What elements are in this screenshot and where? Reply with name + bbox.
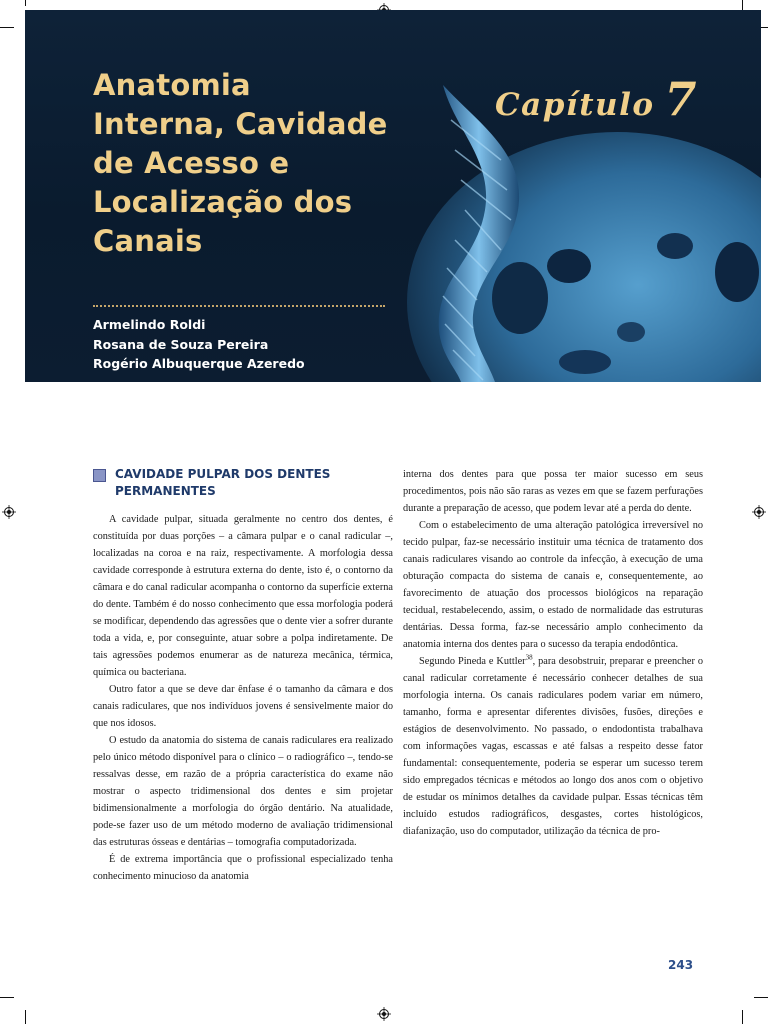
bone-pore-shape <box>492 262 548 334</box>
body-paragraph <box>403 653 703 840</box>
body-paragraph: Outro fator a que se deve dar ênfase é o tamanho da câmara e dos canais radiculares, que nos indivíduos jovens é sensivelmente maior do que nos idosos. <box>93 684 393 729</box>
bone-pore-shape <box>547 249 591 283</box>
crop-mark-bottom-right-h <box>754 997 768 998</box>
registration-mark-icon <box>2 505 16 519</box>
right-text-column <box>403 466 703 840</box>
crop-mark-bottom-right-v <box>742 1010 743 1024</box>
chapter-word: Capítulo <box>495 87 655 123</box>
bone-pore-shape <box>617 322 645 342</box>
left-text-column <box>93 466 393 885</box>
section-heading <box>93 466 393 500</box>
author-list <box>93 315 305 374</box>
crop-mark-bottom-left-h <box>0 997 14 998</box>
chapter-header-banner <box>25 10 761 382</box>
body-paragraph: A cavidade pulpar, situada geralmente no centro dos dentes, é constituída por duas porções – a câmara pulpar e o canal radicular –, localizadas na coroa e na raiz, respectivamente. A morfologia dessa cavidade corresponde à estrutura externa do dente, isto é, o contorno da câmara e do canal radicular acompanha o contorno da superfície externa do dente. Também é do nosso conhecimento que essa morfologia poderá se modificar, dependendo das agressões que o dente vier a sofrer durante toda a vida, e, por conseguinte, atuar sobre a polpa indiretamente. De tais agressões podemos enumerar as de natureza mecânica, térmica, química ou bacteriana. <box>93 514 393 678</box>
author-name: Rosana de Souza Pereira <box>93 336 269 352</box>
section-heading-text: CAVIDADE PULPAR DOS DENTES PERMANENTES <box>115 467 331 498</box>
chapter-title-line: Anatomia <box>93 68 251 102</box>
citation-reference[interactable]: 38 <box>525 653 533 662</box>
body-paragraph: interna dos dentes para que possa ter maior sucesso em seus procedimentos, pois não são raras as vezes em que se fazem perfurações durante a preparação de acesso, que podem levar até a perda do dente. <box>403 469 703 514</box>
paragraph-text: , para desobstruir, preparar e preencher o canal radicular corretamente é necessário conhecer detalhes de sua morfologia interna. Os canais radiculares podem variar em número, tamanho, forma e apresentar diferentes divisões, fusões, direções e estágios de desenvolvimento. No passado, o endodontista trabalhava com informações vagas, escassas e até falsas a respeito desse fator fundamental: consequentemente, poderia se esperar um sucesso terem sido empregados técnicas e métodos ao longo dos anos com o objetivo de estudar os mínimos detalhes da cavidade pulpar. Essas técnicas têm incluído estudos radiográficos, desgastes, cortes histológicos, diafanização, uso do computador, utilização da técnica de pro- <box>403 656 703 837</box>
title-divider <box>93 305 385 307</box>
paragraph-text: Segundo Pineda e Kuttler <box>419 656 526 667</box>
body-paragraph: É de extrema importância que o profissional especializado tenha conhecimento minucioso da anatomia <box>93 854 393 882</box>
chapter-title-line: Localização dos <box>93 185 353 219</box>
chapter-label <box>495 72 697 126</box>
crop-mark-top-left-h <box>0 27 14 28</box>
chapter-title-line: Canais <box>93 224 203 258</box>
bone-pore-shape <box>559 350 611 374</box>
body-paragraph: Com o estabelecimento de uma alteração patológica irreversível no tecido pulpar, faz-se necessário instituir uma técnica de tratamento dos canais radiculares visando ao controle da infecção, à execução de uma obturação compacta do sistema de canais e, consequentemente, ao favorecimento de atuação dos processos biológicos na reparação tecidual, restabelecendo, assim, o estado de normalidade das estruturas dentárias. Dessa forma, faz-se necessário amplo conhecimento da anatomia interna dos dentes para o sucesso da terapia endodôntica. <box>403 520 703 650</box>
author-name: Rogério Albuquerque Azeredo <box>93 356 305 371</box>
chapter-number: 7 <box>664 72 697 126</box>
body-paragraph: O estudo da anatomia do sistema de canais radiculares era realizado pelo único método disponível para o clínico – o radiográfico –, tendo-se ressalvas desse, em razão de a própria característica do exame não mostrar o aspecto tridimensional dos dentes e sim projetar bidimensionalmente a morfologia do órgão dentário. Na atualidade, pode-se fazer uso de um método moderno de avaliação tridimensional das estruturas ósseas e dentárias – tomografia computadorizada. <box>93 735 393 848</box>
bone-pore-shape <box>715 242 759 302</box>
author-name: Armelindo Roldi <box>93 317 206 332</box>
bone-pore-shape <box>657 233 693 259</box>
page-number: 243 <box>668 958 694 972</box>
crop-mark-bottom-left-v <box>25 1010 26 1024</box>
section-bullet-icon <box>93 469 106 482</box>
crop-mark-top-left-v <box>25 0 26 6</box>
chapter-title <box>93 66 387 261</box>
chapter-title-line: Interna, Cavidade <box>93 107 388 141</box>
registration-mark-icon <box>377 1007 391 1021</box>
registration-mark-icon <box>752 505 766 519</box>
chapter-title-line: de Acesso e <box>93 146 290 180</box>
